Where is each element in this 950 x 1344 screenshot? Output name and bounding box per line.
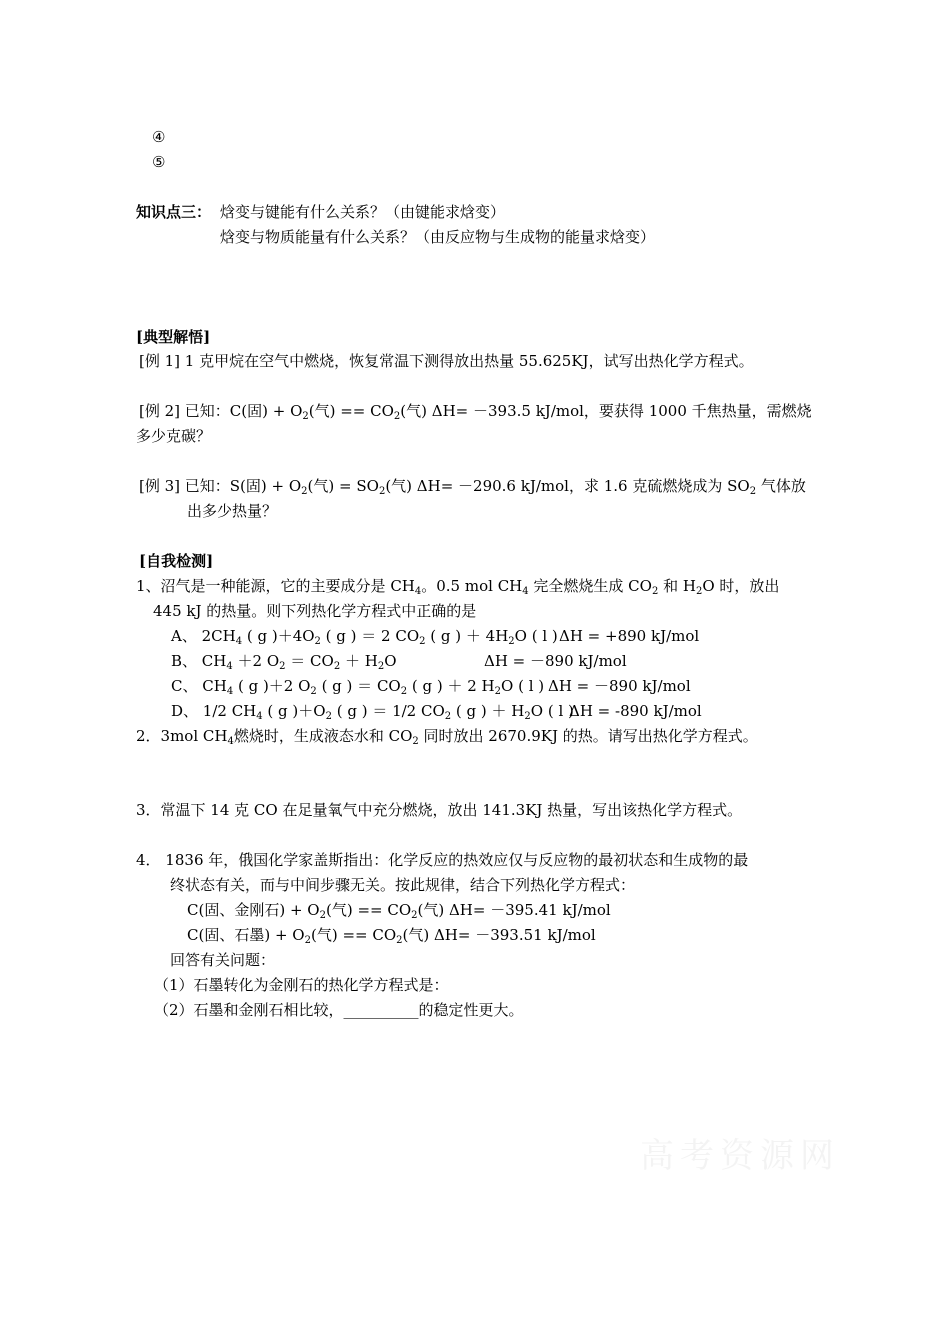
question-4-answer-prompt: 回答有关问题： [170,951,276,969]
question-4-line-1: 4． 1836 年，俄国化学家盖斯指出：化学反应的热效应仅与反应物的最初状态和生成物的最 [136,851,749,869]
question-1-line-2: 445 kJ 的热量。则下列热化学方程式中正确的是 [153,602,477,620]
option-c: C、 $CH_4$ ( g )＋2 $O_2$ ( g ) ＝ $CO_2$ ( g ) ＋ 2 $H_2O$ ( l ) [171,677,545,697]
example-2-line-1: [例 2] 已知：C(固) + $O_2$(气) == $CO_2$(气) ΔH= －393.5 kJ/mol，要获得 1000 千焦热量，需燃烧 [139,402,812,422]
option-d-dh: ΔH = -890 kJ/mol [569,702,702,720]
option-c-dh: ΔH = －890 kJ/mol [548,677,691,695]
item-four: ④ [152,128,166,146]
question-4-line-2: 终状态有关，而与中间步骤无关。按此规律，结合下列热化学方程式： [170,876,636,894]
item-five: ⑤ [152,153,166,171]
option-b: B、 $CH_4 +2$ $O_2 = CO_2 + H_2O$ [171,652,397,672]
example-1: [例 1] 1 克甲烷在空气中燃烧，恢复常温下测得放出热量 55.625KJ，试写出热化学方程式。 [139,352,754,370]
example-2-line-2: 多少克碳？ [136,427,212,445]
knowledge-point-3-q1: 焓变与键能有什么关系？（由键能求焓变） [220,203,506,221]
knowledge-point-3-label: 知识点三： [136,203,212,221]
question-4-sub-1: （1）石墨转化为金刚石的热化学方程式是： [154,976,449,994]
question-3: 3．常温下 14 克 CO 在足量氧气中充分燃烧，放出 141.3KJ 热量，写出该热化学方程式。 [136,801,743,819]
example-3-line-2: 出多少热量？ [187,502,278,520]
watermark: 高考资源网 [640,1136,840,1176]
option-a: A、 $2CH_4$ ( g )$+4O_2$ ( g ) ＝ 2 $CO_2$ ( g ) ＋ $4H_2O$ ( l ) [171,627,558,647]
option-d: D、 1/2 $CH_4$ ( g )$+O_2$ ( g ) ＝ 1/2 $CO_2$ ( g ) ＋ $H_2O$ ( l ) [171,702,574,722]
knowledge-point-3-q2: 焓变与物质能量有什么关系？（由反应物与生成物的能量求焓变） [220,228,656,246]
question-4-sub-2: （2）石墨和金刚石相比较，__________的稳定性更大。 [154,1001,524,1019]
typical-heading: [典型解悟] [136,328,211,346]
equation-graphite: C(固、石墨) + $O_2$(气) == $CO_2$(气) ΔH= －393.51 kJ/mol [187,926,596,946]
question-2: 2．3mol $CH_4$燃烧时，生成液态水和 $CO_2$ 同时放出 2670.9KJ 的热。请写出热化学方程式。 [136,727,758,747]
self-test-heading: [自我检测] [139,552,214,570]
question-1-line-1: 1、沼气是一种能源，它的主要成分是 $CH_4$。0.5 mol $CH_4$ 完全燃烧生成 $CO_2$ 和 $H_2O$ 时，放出 [136,577,780,597]
option-a-dh: ΔH = +890 kJ/mol [559,627,700,645]
example-3-line-1: [例 3] 已知：S(固) + $O_2$(气) = $SO_2$(气) ΔH= －290.6 kJ/mol，求 1.6 克硫燃烧成为 $SO_2$ 气体放 [139,477,806,497]
equation-diamond: C(固、金刚石) + $O_2$(气) == $CO_2$(气) ΔH= －395.41 kJ/mol [187,901,611,921]
option-b-dh: ΔH = －890 kJ/mol [484,652,627,670]
